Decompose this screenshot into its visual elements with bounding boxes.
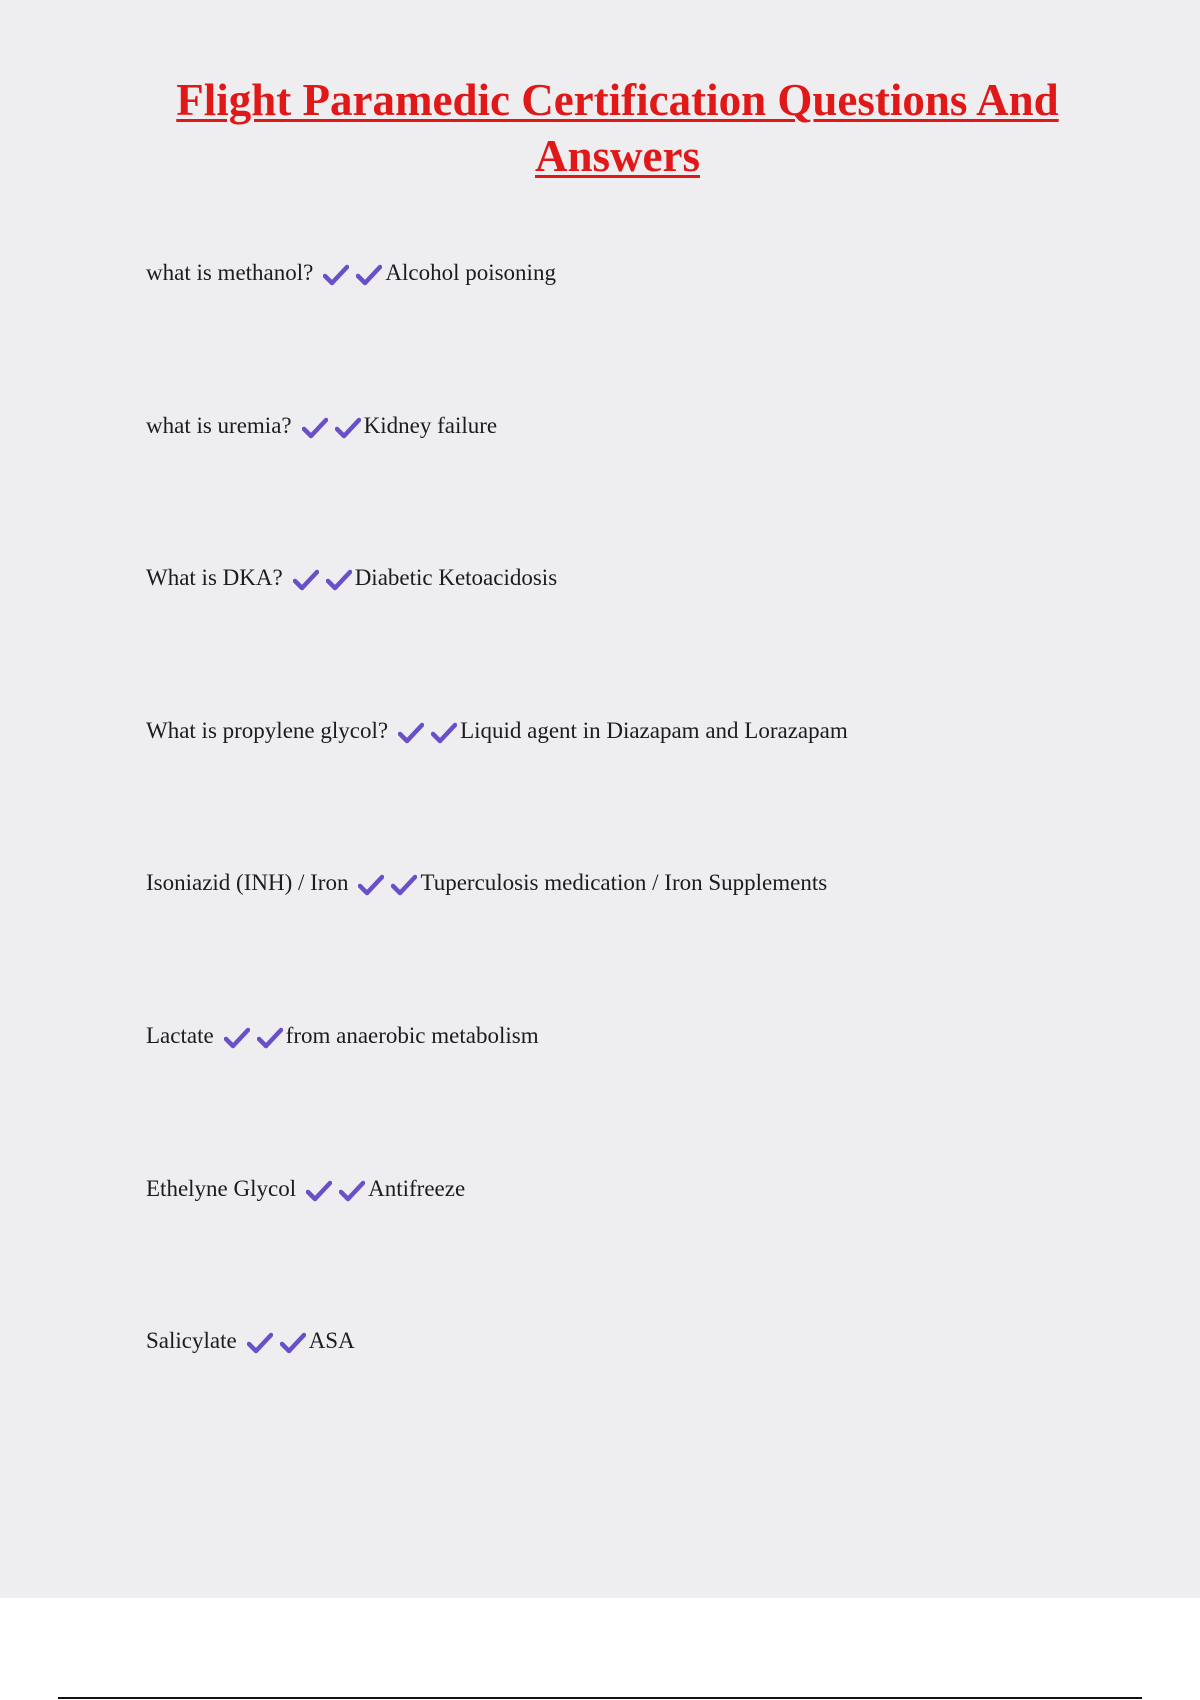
check-icon (335, 417, 361, 439)
check-icon (326, 569, 352, 591)
qa-item (146, 716, 848, 746)
check-icon (257, 1027, 283, 1049)
question-text: Isoniazid (INH) / Iron (146, 870, 349, 895)
question-text: What is propylene glycol? (146, 718, 389, 743)
check-icon (302, 417, 328, 439)
answer-text: Antifreeze (368, 1176, 466, 1201)
qa-item (146, 411, 497, 441)
question-text: Lactate (146, 1023, 214, 1048)
check-icon (391, 874, 417, 896)
check-icon (247, 1332, 273, 1354)
double-check-icon (302, 417, 361, 439)
answer-text: from anaerobic metabolism (285, 1023, 539, 1048)
double-check-icon (293, 569, 352, 591)
question-text: Salicylate (146, 1328, 237, 1353)
check-icon (431, 722, 457, 744)
check-icon (280, 1332, 306, 1354)
question-text: what is methanol? (146, 260, 314, 285)
answer-text: Kidney failure (363, 413, 498, 438)
answer-text: ASA (308, 1328, 355, 1353)
double-check-icon (398, 722, 457, 744)
check-icon (339, 1180, 365, 1202)
footer-divider (58, 1697, 1142, 1699)
answer-text: Diabetic Ketoacidosis (354, 565, 558, 590)
check-icon (356, 264, 382, 286)
check-icon (293, 569, 319, 591)
check-icon (224, 1027, 250, 1049)
check-icon (398, 722, 424, 744)
qa-item (146, 1326, 355, 1356)
double-check-icon (306, 1180, 365, 1202)
double-check-icon (247, 1332, 306, 1354)
qa-item (146, 1174, 465, 1204)
double-check-icon (224, 1027, 283, 1049)
qa-item (146, 868, 827, 898)
page-title: Flight Paramedic Certification Questions And Answers (176, 75, 1059, 181)
check-icon (323, 264, 349, 286)
double-check-icon (358, 874, 417, 896)
check-icon (358, 874, 384, 896)
qa-item (146, 563, 557, 593)
check-icon (306, 1180, 332, 1202)
qa-item (146, 258, 556, 288)
qa-item (146, 1021, 539, 1051)
answer-text: Tuperculosis medication / Iron Supplements (420, 870, 828, 895)
question-text: what is uremia? (146, 413, 292, 438)
double-check-icon (323, 264, 382, 286)
question-text: What is DKA? (146, 565, 283, 590)
answer-text: Alcohol poisoning (385, 260, 556, 285)
answer-text: Liquid agent in Diazapam and Lorazapam (460, 718, 848, 743)
question-text: Ethelyne Glycol (146, 1176, 297, 1201)
